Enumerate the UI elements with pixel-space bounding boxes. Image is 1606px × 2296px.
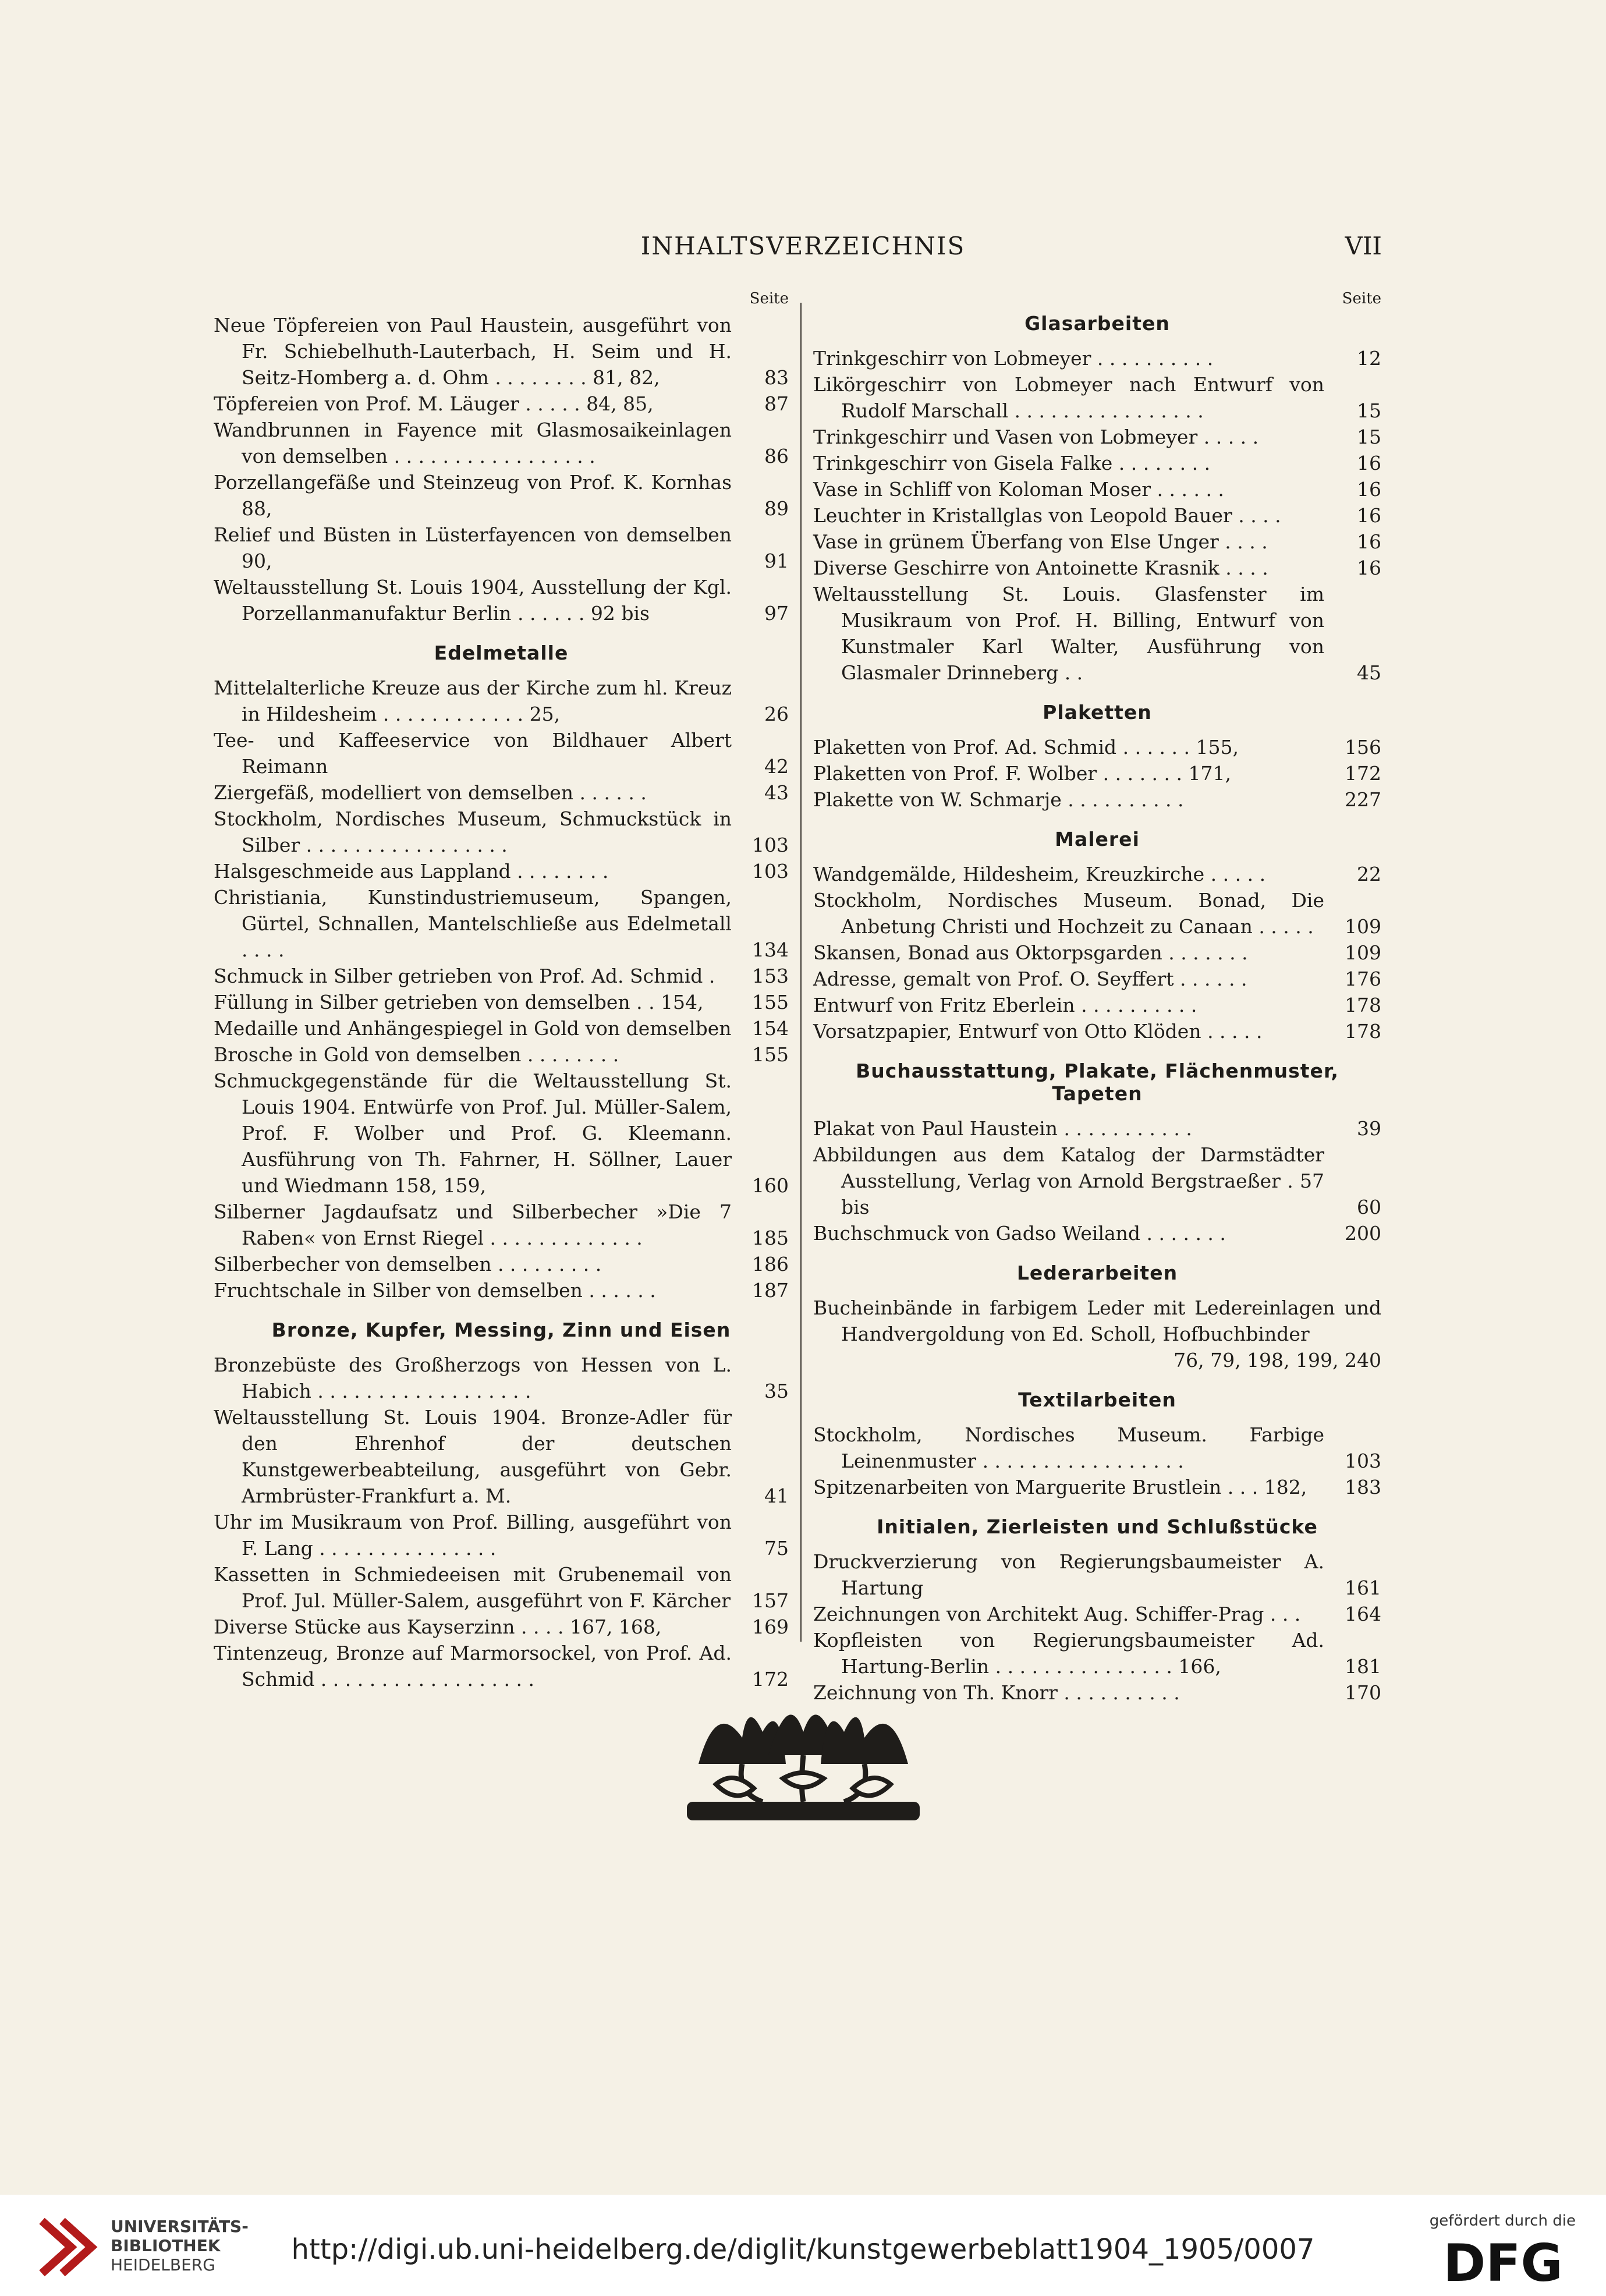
toc-entry [813, 1601, 1381, 1627]
entry-pages: 35 [764, 1380, 789, 1402]
toc-entry [214, 574, 789, 626]
toc-section [214, 642, 789, 1303]
toc-entry [214, 884, 789, 963]
entry-title: Stockholm, Nordisches Museum, Schmuckstück in Silber . . . . . . . . . . . . . . . . . [214, 807, 732, 856]
entry-title: Zeichnungen von Architekt Aug. Schiffer-Prag . . . [813, 1603, 1301, 1625]
entry-title: Kassetten in Schmiedeeisen mit Grubenemail von Prof. Jul. Müller-Salem, ausgeführt von F. Kärcher [214, 1563, 732, 1612]
toc-entry [813, 529, 1381, 555]
toc-section [813, 1388, 1381, 1500]
entry-pages: 153 [752, 965, 789, 987]
entry-pages: 172 [1345, 762, 1381, 785]
entry-title: Plakat von Paul Haustein . . . . . . . . . . . [813, 1117, 1192, 1140]
entry-pages: 103 [1345, 1450, 1381, 1472]
entry-pages: 26 [764, 703, 789, 725]
section-heading: Bronze, Kupfer, Messing, Zinn und Eisen [271, 1319, 731, 1341]
toc-entry [813, 861, 1381, 887]
toc-entry [214, 727, 789, 779]
toc-entry [214, 1199, 789, 1251]
running-title: INHALTSVERZEICHNIS [640, 232, 966, 260]
toc-entry [813, 1220, 1381, 1246]
entry-title: Stockholm, Nordisches Museum. Farbige Leinenmuster . . . . . . . . . . . . . . . . . [813, 1423, 1324, 1472]
entry-title: Wandbrunnen in Fayence mit Glasmosaikeinlagen von demselben . . . . . . . . . . . . . . . . . [214, 419, 732, 467]
toc-entry [214, 1614, 789, 1640]
toc-entry [813, 1018, 1381, 1044]
toc-entry [813, 424, 1381, 450]
toc-entry [214, 391, 789, 417]
library-name-line2: BIBLIOTHEK [111, 2236, 221, 2255]
entry-title: Druckverzierung von Regierungsbaumeister A. Hartung [813, 1550, 1324, 1599]
toc-entry [813, 734, 1381, 760]
entry-pages: 134 [752, 938, 789, 961]
entry-pages: 176 [1345, 968, 1381, 990]
entry-pages: 178 [1345, 1020, 1381, 1043]
entry-pages: 103 [752, 834, 789, 856]
dfg-logo-icon [1430, 2239, 1576, 2287]
funder-caption: gefördert durch die [1429, 2212, 1576, 2230]
entry-title: Schmuckgegenstände für die Weltausstellung St. Louis 1904. Entwürfe von Prof. Jul. Müller-Salem, Prof. F. Wolber und Prof. G. Kleemann. Ausführung von Th. Fahrner, H. Söllner, Lauer und Wiedmann 158, 159, [214, 1069, 732, 1197]
entry-title: Porzellangefäße und Steinzeug von Prof. K. Kornhas 88, [214, 471, 732, 520]
toc-entry [813, 1627, 1381, 1680]
entry-pages: 41 [764, 1484, 789, 1507]
entry-pages: 16 [1357, 452, 1381, 474]
entry-pages: 39 [1357, 1117, 1381, 1140]
entry-title: Neue Töpfereien von Paul Haustein, ausgeführt von Fr. Schiebelhuth-Lauterbach, H. Seim und H. Seitz-Homberg a. d. Ohm . . . . . . . . 81, 82, [214, 314, 732, 389]
entry-pages: 76, 79, 198, 199, 240 [1174, 1349, 1381, 1372]
entry-title: Relief und Büsten in Lüsterfayencen von demselben 90, [214, 523, 732, 572]
toc-entry [214, 1041, 789, 1068]
entry-title: Schmuck in Silber getrieben von Prof. Ad. Schmid . [214, 965, 715, 987]
toc-entry [813, 940, 1381, 966]
entry-pages: 12 [1357, 347, 1381, 370]
entry-title: Tintenzeug, Bronze auf Marmorsockel, von Prof. Ad. Schmid . . . . . . . . . . . . . . . . . . [214, 1642, 732, 1691]
dfg-logo-text: DFG [1443, 2239, 1563, 2287]
entry-pages: 16 [1357, 504, 1381, 527]
entry-pages: 22 [1357, 863, 1381, 885]
toc-right-column [813, 290, 1381, 1706]
toc-entry [813, 502, 1381, 529]
toc-entry [214, 1352, 789, 1404]
toc-left-column [214, 290, 789, 1692]
toc-entry [214, 417, 789, 469]
entry-pages: 109 [1345, 941, 1381, 964]
entry-title: Abbildungen aus dem Katalog der Darmstädter Ausstellung, Verlag von Arnold Bergstraeßer . 57 bis [813, 1143, 1324, 1218]
toc-entry [214, 806, 789, 858]
entry-pages: 181 [1345, 1655, 1381, 1678]
entry-title: Silberner Jagdaufsatz und Silberbecher »Die 7 Raben« von Ernst Riegel . . . . . . . . . . . . . [214, 1200, 732, 1249]
page-number: VII [1345, 232, 1382, 260]
seite-label: Seite [1342, 290, 1381, 307]
entry-pages: 16 [1357, 478, 1381, 501]
toc-entry [214, 963, 789, 989]
section-heading: Buchausstattung, Plakate, Flächenmuster, Tapeten [856, 1060, 1339, 1105]
entry-pages: 186 [752, 1253, 789, 1275]
entry-title: Ziergefäß, modelliert von demselben . . . . . . [214, 781, 647, 804]
entry-pages: 172 [752, 1668, 789, 1691]
entry-pages: 227 [1345, 788, 1381, 811]
toc-entry [214, 858, 789, 884]
toc-entry [813, 1422, 1381, 1474]
toc-entry [813, 450, 1381, 476]
toc-entry [214, 675, 789, 727]
toc-entry [813, 1142, 1381, 1220]
toc-entry [813, 345, 1381, 371]
entry-title: Weltausstellung St. Louis 1904, Ausstellung der Kgl. Porzellanmanufaktur Berlin . . . . . . 92 bis [214, 576, 732, 625]
toc-entry [813, 555, 1381, 581]
entry-title: Diverse Stücke aus Kayserzinn . . . . 167, 168, [214, 1615, 662, 1638]
entry-pages: 170 [1345, 1681, 1381, 1704]
toc-section [813, 828, 1381, 1044]
entry-title: Bronzebüste des Großherzogs von Hessen von L. Habich . . . . . . . . . . . . . . . . . . [214, 1353, 732, 1402]
column-divider [800, 303, 802, 1642]
entry-title: Bucheinbände in farbigem Leder mit Ledereinlagen und Handvergoldung von Ed. Scholl, Hofbuchbinder [813, 1296, 1381, 1345]
entry-pages: 43 [764, 781, 789, 804]
entry-title: Medaille und Anhängespiegel in Gold von demselben [214, 1017, 732, 1040]
entry-title: Plaketten von Prof. Ad. Schmid . . . . . . 155, [813, 736, 1239, 759]
entry-pages: 91 [764, 550, 789, 572]
entry-title: Vorsatzpapier, Entwurf von Otto Klöden . . . . . [813, 1020, 1263, 1043]
section-heading: Glasarbeiten [1024, 312, 1170, 335]
toc-section [813, 1060, 1381, 1246]
toc-entry [813, 1549, 1381, 1601]
digitization-footer [0, 2195, 1606, 2296]
entry-pages: 75 [764, 1537, 789, 1560]
entry-pages: 45 [1357, 661, 1381, 684]
library-name-line3: HEIDELBERG [111, 2255, 215, 2274]
entry-title: Vase in Schliff von Koloman Moser . . . . . . [813, 478, 1224, 501]
toc-entry [214, 469, 789, 522]
entry-pages: 103 [752, 860, 789, 883]
section-heading: Initialen, Zierleisten und Schlußstücke [877, 1515, 1318, 1538]
entry-title: Zeichnung von Th. Knorr . . . . . . . . . . [813, 1681, 1180, 1704]
entry-title: Weltausstellung St. Louis 1904. Bronze-Adler für den Ehrenhof der deutschen Kunstgewerbeabteilung, ausgeführt von Gebr. Armbrüster-Frankfurt a. M. [214, 1406, 732, 1507]
entry-title: Trinkgeschirr und Vasen von Lobmeyer . . . . . [813, 426, 1259, 448]
toc-entry [813, 371, 1381, 424]
entry-pages: 154 [752, 1017, 789, 1040]
toc-entry [813, 1295, 1381, 1373]
entry-title: Leuchter in Kristallglas von Leopold Bauer . . . . [813, 504, 1281, 527]
toc-entry [813, 786, 1381, 813]
toc-section [813, 1262, 1381, 1373]
entry-title: Christiania, Kunstindustriemuseum, Spangen, Gürtel, Schnallen, Mantelschließe aus Edelmetall . . . . [214, 886, 732, 961]
entry-pages: 155 [752, 991, 789, 1014]
entry-pages: 157 [752, 1589, 789, 1612]
section-heading: Edelmetalle [434, 642, 569, 664]
toc-section [214, 1319, 789, 1692]
entry-title: Fruchtschale in Silber von demselben . . . . . . [214, 1279, 656, 1302]
entry-title: Trinkgeschirr von Gisela Falke . . . . . . . . [813, 452, 1211, 474]
entry-pages: 187 [752, 1279, 789, 1302]
toc-entry [813, 887, 1381, 940]
seite-label: Seite [749, 290, 789, 307]
entry-pages: 200 [1345, 1222, 1381, 1245]
toc-entry [214, 1509, 789, 1561]
library-name-line1: UNIVERSITÄTS- [111, 2217, 249, 2236]
entry-title: Weltausstellung St. Louis. Glasfenster im Musikraum von Prof. H. Billing, Entwurf von Kunstmaler Karl Walter, Ausführung von Glasmaler Drinneberg . . [813, 583, 1324, 684]
entry-pages: 89 [764, 497, 789, 520]
entry-title: Likörgeschirr von Lobmeyer nach Entwurf von Rudolf Marschall . . . . . . . . . . . . . . . . [813, 373, 1324, 422]
entry-pages: 169 [752, 1615, 789, 1638]
toc-section [813, 312, 1381, 686]
entry-title: Wandgemälde, Hildesheim, Kreuzkirche . . . . . [813, 863, 1266, 885]
entry-pages: 42 [764, 755, 789, 778]
entry-pages: 87 [764, 392, 789, 415]
entry-title: Adresse, gemalt von Prof. O. Seyffert . . . . . . [813, 968, 1247, 990]
toc-entry [813, 760, 1381, 786]
entry-pages: 16 [1357, 557, 1381, 579]
toc-entry [214, 1251, 789, 1277]
entry-title: Kopfleisten von Regierungsbaumeister Ad. Hartung-Berlin . . . . . . . . . . . . . . . 166, [813, 1629, 1324, 1678]
toc-entry [813, 992, 1381, 1018]
permalink-url[interactable]: http://digi.ub.uni-heidelberg.de/diglit/kunstgewerbeblatt1904_1905/0007 [291, 2233, 1315, 2266]
entry-pages: 15 [1357, 426, 1381, 448]
section-heading: Plaketten [1043, 701, 1152, 724]
toc-section [214, 312, 789, 626]
entry-pages: 155 [752, 1043, 789, 1066]
toc-entry [813, 1474, 1381, 1500]
entry-title: Mittelalterliche Kreuze aus der Kirche zum hl. Kreuz in Hildesheim . . . . . . . . . . . . 25, [214, 676, 732, 725]
entry-pages: 83 [764, 366, 789, 389]
toc-entry [214, 1561, 789, 1614]
entry-title: Uhr im Musikraum von Prof. Billing, ausgeführt von F. Lang . . . . . . . . . . . . . . . [214, 1511, 732, 1560]
toc-entry [214, 1015, 789, 1041]
entry-pages: 156 [1345, 736, 1381, 759]
entry-title: Skansen, Bonad aus Oktorpsgarden . . . . . . . [813, 941, 1248, 964]
toc-entry [214, 1404, 789, 1509]
entry-title: Plakette von W. Schmarje . . . . . . . . . . [813, 788, 1184, 811]
entry-title: Diverse Geschirre von Antoinette Krasnik . . . . [813, 557, 1268, 579]
entry-title: Plaketten von Prof. F. Wolber . . . . . . . 171, [813, 762, 1231, 785]
section-heading: Lederarbeiten [1016, 1262, 1178, 1284]
entry-pages: 183 [1345, 1476, 1381, 1498]
entry-pages: 178 [1345, 994, 1381, 1016]
entry-pages: 16 [1357, 530, 1381, 553]
entry-pages: 86 [764, 445, 789, 467]
section-heading: Malerei [1055, 828, 1140, 851]
entry-pages: 164 [1345, 1603, 1381, 1625]
entry-title: Füllung in Silber getrieben von demselben . . 154, [214, 991, 704, 1014]
entry-title: Töpfereien von Prof. M. Läuger . . . . . 84, 85, [214, 392, 654, 415]
entry-pages: 97 [764, 602, 789, 625]
entry-title: Silberbecher von demselben . . . . . . . . . [214, 1253, 602, 1275]
entry-title: Vase in grünem Überfang von Else Unger . . . . [813, 530, 1268, 553]
section-heading: Textilarbeiten [1018, 1388, 1176, 1411]
entry-title: Buchschmuck von Gadso Weiland . . . . . . . [813, 1222, 1226, 1245]
entry-pages: 160 [752, 1174, 789, 1197]
toc-entry [214, 312, 789, 391]
toc-entry [813, 581, 1381, 686]
entry-pages: 60 [1357, 1196, 1381, 1218]
lotus-ornament-icon [681, 1677, 926, 1834]
toc-entry [214, 779, 789, 806]
toc-entry [813, 476, 1381, 502]
entry-title: Trinkgeschirr von Lobmeyer . . . . . . . . . . [813, 347, 1214, 370]
toc-entry [813, 966, 1381, 992]
entry-title: Brosche in Gold von demselben . . . . . . . . [214, 1043, 619, 1066]
entry-title: Entwurf von Fritz Eberlein . . . . . . . . . . [813, 994, 1197, 1016]
entry-title: Stockholm, Nordisches Museum. Bonad, Die Anbetung Christi und Hochzeit zu Canaan . . . . . [813, 889, 1324, 938]
toc-entry [214, 1068, 789, 1199]
entry-pages: 161 [1345, 1576, 1381, 1599]
entry-pages: 185 [752, 1227, 789, 1249]
entry-title: Halsgeschmeide aus Lappland . . . . . . . . [214, 860, 609, 883]
toc-section [813, 701, 1381, 813]
entry-pages: 109 [1345, 915, 1381, 938]
toc-entry [813, 1115, 1381, 1142]
entry-title: Spitzenarbeiten von Marguerite Brustlein . . . 182, [813, 1476, 1307, 1498]
entry-pages: 15 [1357, 399, 1381, 422]
toc-entry [214, 522, 789, 574]
entry-title: Tee- und Kaffeeservice von Bildhauer Albert Reimann [214, 729, 732, 778]
toc-entry [214, 1277, 789, 1303]
toc-entry [214, 989, 789, 1015]
